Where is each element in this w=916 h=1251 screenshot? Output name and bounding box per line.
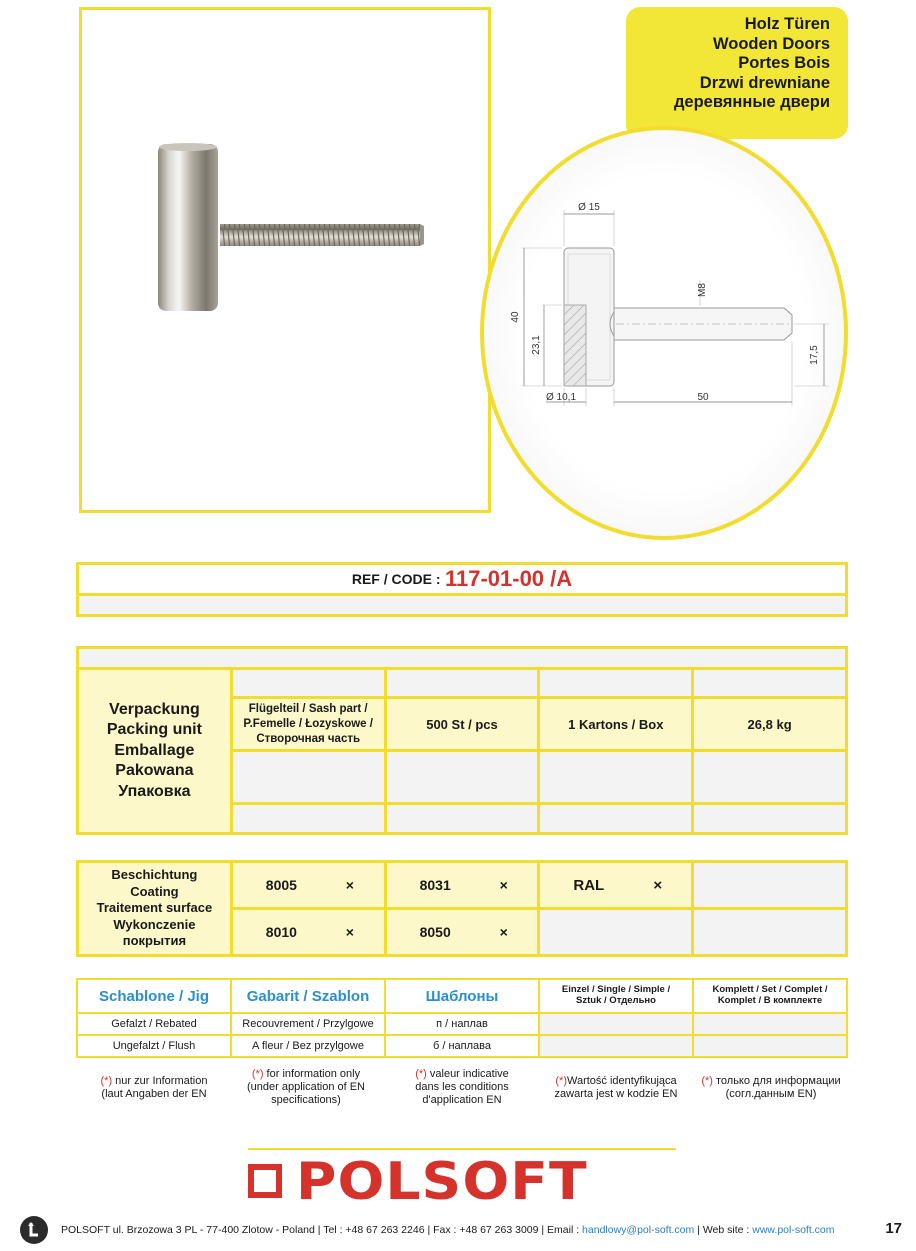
coating-title-cell — [78, 862, 232, 956]
part-line: P.Femelle / Łozyskowe / — [243, 717, 373, 730]
packing-empty-cell — [693, 804, 847, 834]
coating-mark: × — [499, 924, 508, 940]
footer-email-link[interactable]: handlowy@pol-soft.com — [582, 1224, 695, 1236]
jig-header-ru: Шаблоны — [385, 979, 539, 1013]
jig-table — [76, 978, 848, 1058]
coating-mark: × — [345, 924, 354, 940]
door-type-label-box — [626, 7, 848, 139]
brand-logo-square-icon — [248, 1164, 282, 1198]
packing-empty-cell — [539, 669, 693, 698]
packing-top-empty-row — [78, 648, 847, 669]
coating-code: RAL — [573, 876, 605, 894]
coating-empty-cell — [539, 909, 693, 956]
coating-title-pl: Wykonczenie — [113, 916, 196, 932]
table-row — [77, 1013, 847, 1035]
coating-table — [76, 860, 848, 957]
note-line: d'application EN — [422, 1094, 502, 1106]
coating-title-en: Coating — [130, 883, 179, 899]
packing-empty-cell — [385, 669, 539, 698]
jig-header-fr: Gabarit / Szablon — [231, 979, 385, 1013]
footer-web-link[interactable]: www.pol-soft.com — [752, 1224, 835, 1236]
brand-name: POLSOFT — [296, 1152, 588, 1212]
jig-row-1-col-3: п / наплав — [385, 1013, 539, 1035]
dim-thread-m8: M8 — [697, 283, 708, 297]
coating-option-8031 — [385, 862, 539, 909]
packing-title-fr: Emballage — [114, 741, 195, 759]
packing-title-en: Packing unit — [106, 721, 202, 739]
packing-empty-cell — [693, 751, 847, 804]
coating-title-ru: покрытия — [122, 933, 187, 949]
ref-code-value: 117-01-00 /A — [444, 566, 573, 591]
jig-empty-cell — [539, 1013, 693, 1035]
dim-height-23-1: 23,1 — [531, 335, 542, 355]
packing-title-cell — [78, 669, 232, 834]
jig-row-2-col-1: Ungefalzt / Flush — [77, 1035, 231, 1057]
note-line: valeur indicative — [426, 1068, 509, 1080]
packing-empty-cell — [385, 804, 539, 834]
technical-drawing-circle — [480, 126, 848, 540]
coating-option-ral — [539, 862, 693, 909]
footer-web-label: | Web site : — [694, 1224, 753, 1236]
note-line: (согл.данным EN) — [725, 1088, 817, 1100]
packing-weight: 26,8 kg — [693, 698, 847, 751]
note-line: (under application of EN — [246, 1081, 365, 1093]
packing-empty-cell — [539, 804, 693, 834]
footer-logo-glyph-icon — [20, 1216, 48, 1244]
jig-row-2-col-2: A fleur / Bez przylgowe — [231, 1035, 385, 1057]
packing-empty-cell — [231, 804, 385, 834]
coating-title-fr: Traitement surface — [96, 900, 213, 916]
note-line: dans les conditions — [415, 1081, 509, 1093]
coating-option-8010 — [231, 909, 385, 956]
note-line: Wartość identyfikująca — [566, 1075, 677, 1087]
coating-title-de: Beschichtung — [111, 867, 198, 883]
note-line: for information only — [263, 1068, 361, 1080]
page-number: 17 — [885, 1220, 902, 1237]
jig-set-line: Komplet / В комплекте — [717, 995, 823, 1006]
jig-row-2-col-3: б / наплава — [385, 1035, 539, 1057]
note-fr — [386, 1068, 538, 1107]
ref-code-cell — [78, 564, 847, 595]
brand-divider — [248, 1148, 676, 1150]
note-star: (*) — [555, 1075, 567, 1087]
coating-empty-cell — [693, 862, 847, 909]
packing-part-cell — [231, 698, 385, 751]
coating-mark: × — [653, 876, 663, 894]
note-ru — [694, 1075, 848, 1101]
jig-header-en: Schablone / Jig — [77, 979, 231, 1013]
coating-code: 8050 — [419, 924, 451, 940]
jig-empty-cell — [693, 1013, 847, 1035]
coating-code: 8010 — [265, 924, 297, 940]
dim-height-40: 40 — [510, 311, 521, 323]
jig-set-line: Komplett / Set / Complet / — [712, 984, 828, 995]
note-en — [230, 1068, 382, 1107]
dim-diameter-15: Ø 15 — [578, 202, 600, 213]
note-pl — [540, 1075, 692, 1101]
packing-empty-cell — [231, 751, 385, 804]
jig-empty-cell — [539, 1035, 693, 1057]
jig-row-1-col-2: Recouvrement / Przylgowe — [231, 1013, 385, 1035]
note-line: (laut Angaben der EN — [101, 1088, 207, 1100]
coating-option-8050 — [385, 909, 539, 956]
jig-header-single — [539, 979, 693, 1013]
jig-single-line: Sztuk / Отдельно — [576, 995, 656, 1006]
part-line: Створочная часть — [256, 732, 361, 745]
footer-contact — [61, 1224, 861, 1236]
note-star: (*) — [100, 1075, 113, 1087]
table-row — [77, 1035, 847, 1057]
note-line: только для информации — [712, 1075, 841, 1087]
note-star: (*) — [701, 1075, 713, 1087]
coating-mark: × — [345, 877, 354, 893]
footer-address: POLSOFT ul. Brzozowa 3 PL - 77-400 Zlotow - Poland | Tel : +48 67 263 2246 | Fax : +48 67 263 3009 | Email : — [61, 1224, 583, 1236]
jig-header-set — [693, 979, 847, 1013]
packing-title-de: Verpackung — [109, 700, 200, 718]
lang-fr: Portes Bois — [738, 54, 830, 72]
dim-length-50: 50 — [697, 392, 709, 403]
jig-empty-cell — [693, 1035, 847, 1057]
packing-empty-cell — [539, 751, 693, 804]
product-photo-frame — [79, 7, 491, 513]
ref-code-table — [76, 562, 848, 617]
lang-en: Wooden Doors — [712, 34, 830, 53]
lang-de: Holz Türen — [744, 15, 830, 33]
technical-drawing — [484, 130, 844, 536]
note-line: specifications) — [271, 1094, 341, 1106]
jig-row-1-col-1: Gefalzt / Rebated — [77, 1013, 231, 1035]
note-star: (*) — [251, 1068, 264, 1080]
footer-logo-icon — [20, 1216, 48, 1244]
hinge-photo — [82, 10, 488, 510]
note-star: (*) — [415, 1068, 427, 1080]
dim-height-17-5: 17,5 — [809, 345, 820, 365]
packing-empty-cell — [385, 751, 539, 804]
note-de — [78, 1075, 230, 1101]
packing-box: 1 Kartons / Box — [539, 698, 693, 751]
packing-title-pl: Pakowana — [115, 762, 194, 780]
jig-single-line: Einzel / Single / Simple / — [561, 984, 671, 995]
coating-empty-cell — [693, 909, 847, 956]
note-line: zawarta jest w kodzie EN — [554, 1088, 678, 1100]
lang-pl: Drzwi drewniane — [699, 73, 830, 92]
packing-empty-cell — [693, 669, 847, 698]
coating-code: 8031 — [419, 877, 451, 893]
packing-empty-cell — [231, 669, 385, 698]
packing-title-ru: Упаковка — [118, 782, 191, 800]
lang-ru: деревянные двери — [673, 93, 830, 111]
part-line: Flügelteil / Sash part / — [248, 702, 368, 715]
ref-empty-row — [78, 595, 847, 616]
coating-mark: × — [499, 877, 508, 893]
coating-option-8005 — [231, 862, 385, 909]
packing-table — [76, 646, 848, 835]
coating-code: 8005 — [265, 877, 297, 893]
ref-code-label: REF / CODE : — [351, 571, 441, 587]
packing-pcs: 500 St / pcs — [385, 698, 539, 751]
dim-diameter-10-1: Ø 10,1 — [546, 392, 577, 403]
brand-logo — [248, 1152, 678, 1212]
note-line: nur zur Information — [112, 1075, 208, 1087]
